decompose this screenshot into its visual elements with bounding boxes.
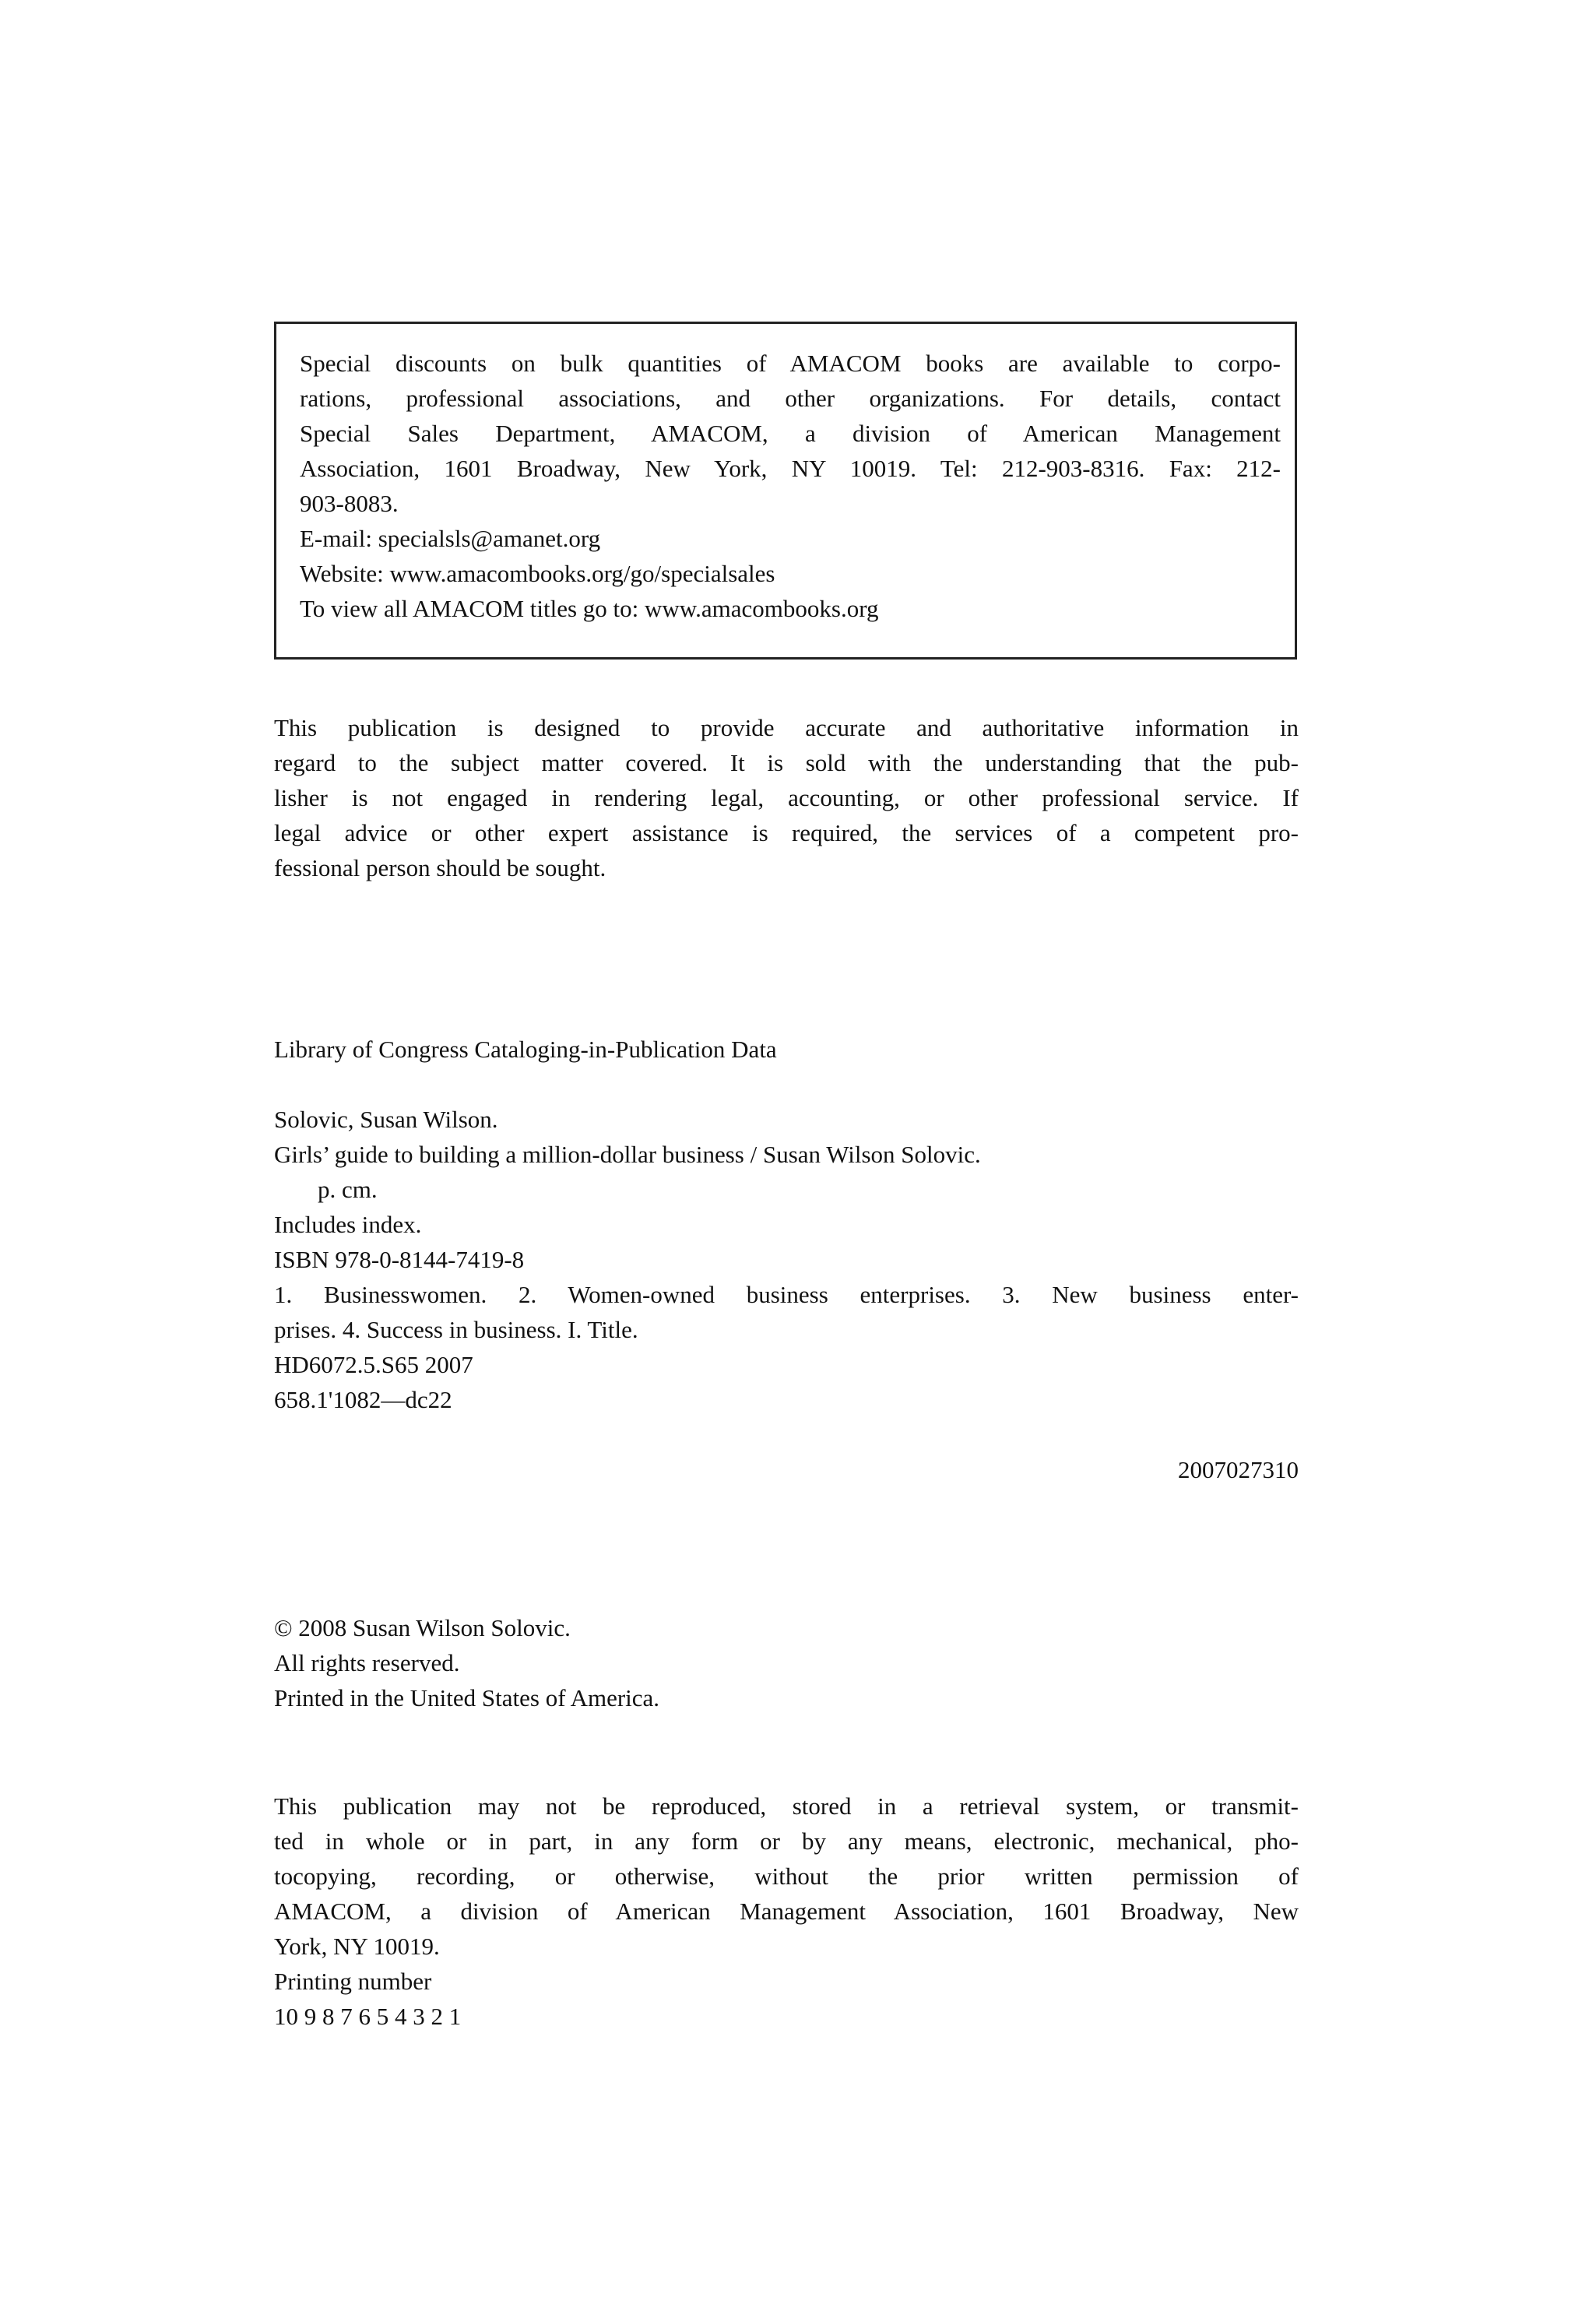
cip-lc-class: HD6072.5.S65 2007 bbox=[274, 1351, 473, 1378]
special-sales-line: Special Sales Department, AMACOM, a division of American Management bbox=[300, 420, 1281, 447]
reproduction-notice bbox=[274, 1789, 1299, 2034]
cip-dewey: 658.1'1082—dc22 bbox=[274, 1386, 452, 1413]
reproduction-line: York, NY 10019. bbox=[274, 1933, 440, 1960]
special-sales-website: Website: www.amacombooks.org/go/specialsales bbox=[300, 560, 775, 587]
cip-isbn: ISBN 978-0-8144-7419-8 bbox=[274, 1246, 525, 1273]
special-sales-line: Special discounts on bulk quantities of AMACOM books are available to corpo- bbox=[300, 350, 1281, 377]
reproduction-line: This publication may not be reproduced, stored in a retrieval system, or transmit- bbox=[274, 1792, 1299, 1820]
cip-heading: Library of Congress Cataloging-in-Publication Data bbox=[274, 1036, 777, 1063]
cip-author: Solovic, Susan Wilson. bbox=[274, 1106, 498, 1133]
printing-number-sequence: 10 9 8 7 6 5 4 3 2 1 bbox=[274, 2003, 462, 2030]
special-sales-line: Association, 1601 Broadway, New York, NY 10019. Tel: 212-903-8316. Fax: 212- bbox=[300, 455, 1281, 482]
copyright-block bbox=[274, 1610, 1299, 1715]
cip-spacer bbox=[274, 1417, 1299, 1452]
all-titles-website: To view all AMACOM titles go to: www.amacombooks.org bbox=[300, 595, 879, 622]
cip-subjects: prises. 4. Success in business. I. Title. bbox=[274, 1316, 638, 1343]
special-sales-email: E-mail: specialsls@amanet.org bbox=[300, 525, 601, 552]
cip-lccn: 2007027310 bbox=[1178, 1456, 1299, 1483]
disclaimer-line: regard to the subject matter covered. It is sold with the understanding that the pub- bbox=[274, 749, 1299, 776]
cip-spacer bbox=[274, 1067, 1299, 1102]
special-sales-line: 903-8083. bbox=[300, 490, 399, 517]
disclaimer-paragraph bbox=[274, 710, 1299, 885]
reproduction-line: AMACOM, a division of American Management Association, 1601 Broadway, New bbox=[274, 1898, 1299, 1925]
reproduction-line: ted in whole or in part, in any form or by any means, electronic, mechanical, pho- bbox=[274, 1827, 1299, 1855]
disclaimer-line: fessional person should be sought. bbox=[274, 854, 606, 881]
cip-data-block bbox=[274, 1032, 1299, 1487]
copyright-notice: © 2008 Susan Wilson Solovic. bbox=[274, 1614, 571, 1641]
disclaimer-line: legal advice or other expert assistance is required, the services of a competent pro- bbox=[274, 819, 1299, 846]
cip-subjects: 1. Businesswomen. 2. Women-owned business enterprises. 3. New business enter- bbox=[274, 1281, 1299, 1308]
disclaimer-line: lisher is not engaged in rendering legal, accounting, or other professional service. If bbox=[274, 784, 1299, 811]
printed-in: Printed in the United States of America. bbox=[274, 1684, 660, 1711]
printing-number-label: Printing number bbox=[274, 1968, 432, 1995]
reproduction-line: tocopying, recording, or otherwise, without the prior written permission of bbox=[274, 1863, 1299, 1890]
special-sales-box bbox=[274, 322, 1297, 660]
cip-includes: Includes index. bbox=[274, 1211, 422, 1238]
cip-title: Girls’ guide to building a million-dollar business / Susan Wilson Solovic. bbox=[274, 1141, 981, 1168]
rights-reserved: All rights reserved. bbox=[274, 1649, 460, 1676]
cip-pages: p. cm. bbox=[318, 1176, 378, 1203]
special-sales-line: rations, professional associations, and other organizations. For details, contact bbox=[300, 385, 1281, 412]
disclaimer-line: This publication is designed to provide accurate and authoritative information in bbox=[274, 714, 1299, 741]
